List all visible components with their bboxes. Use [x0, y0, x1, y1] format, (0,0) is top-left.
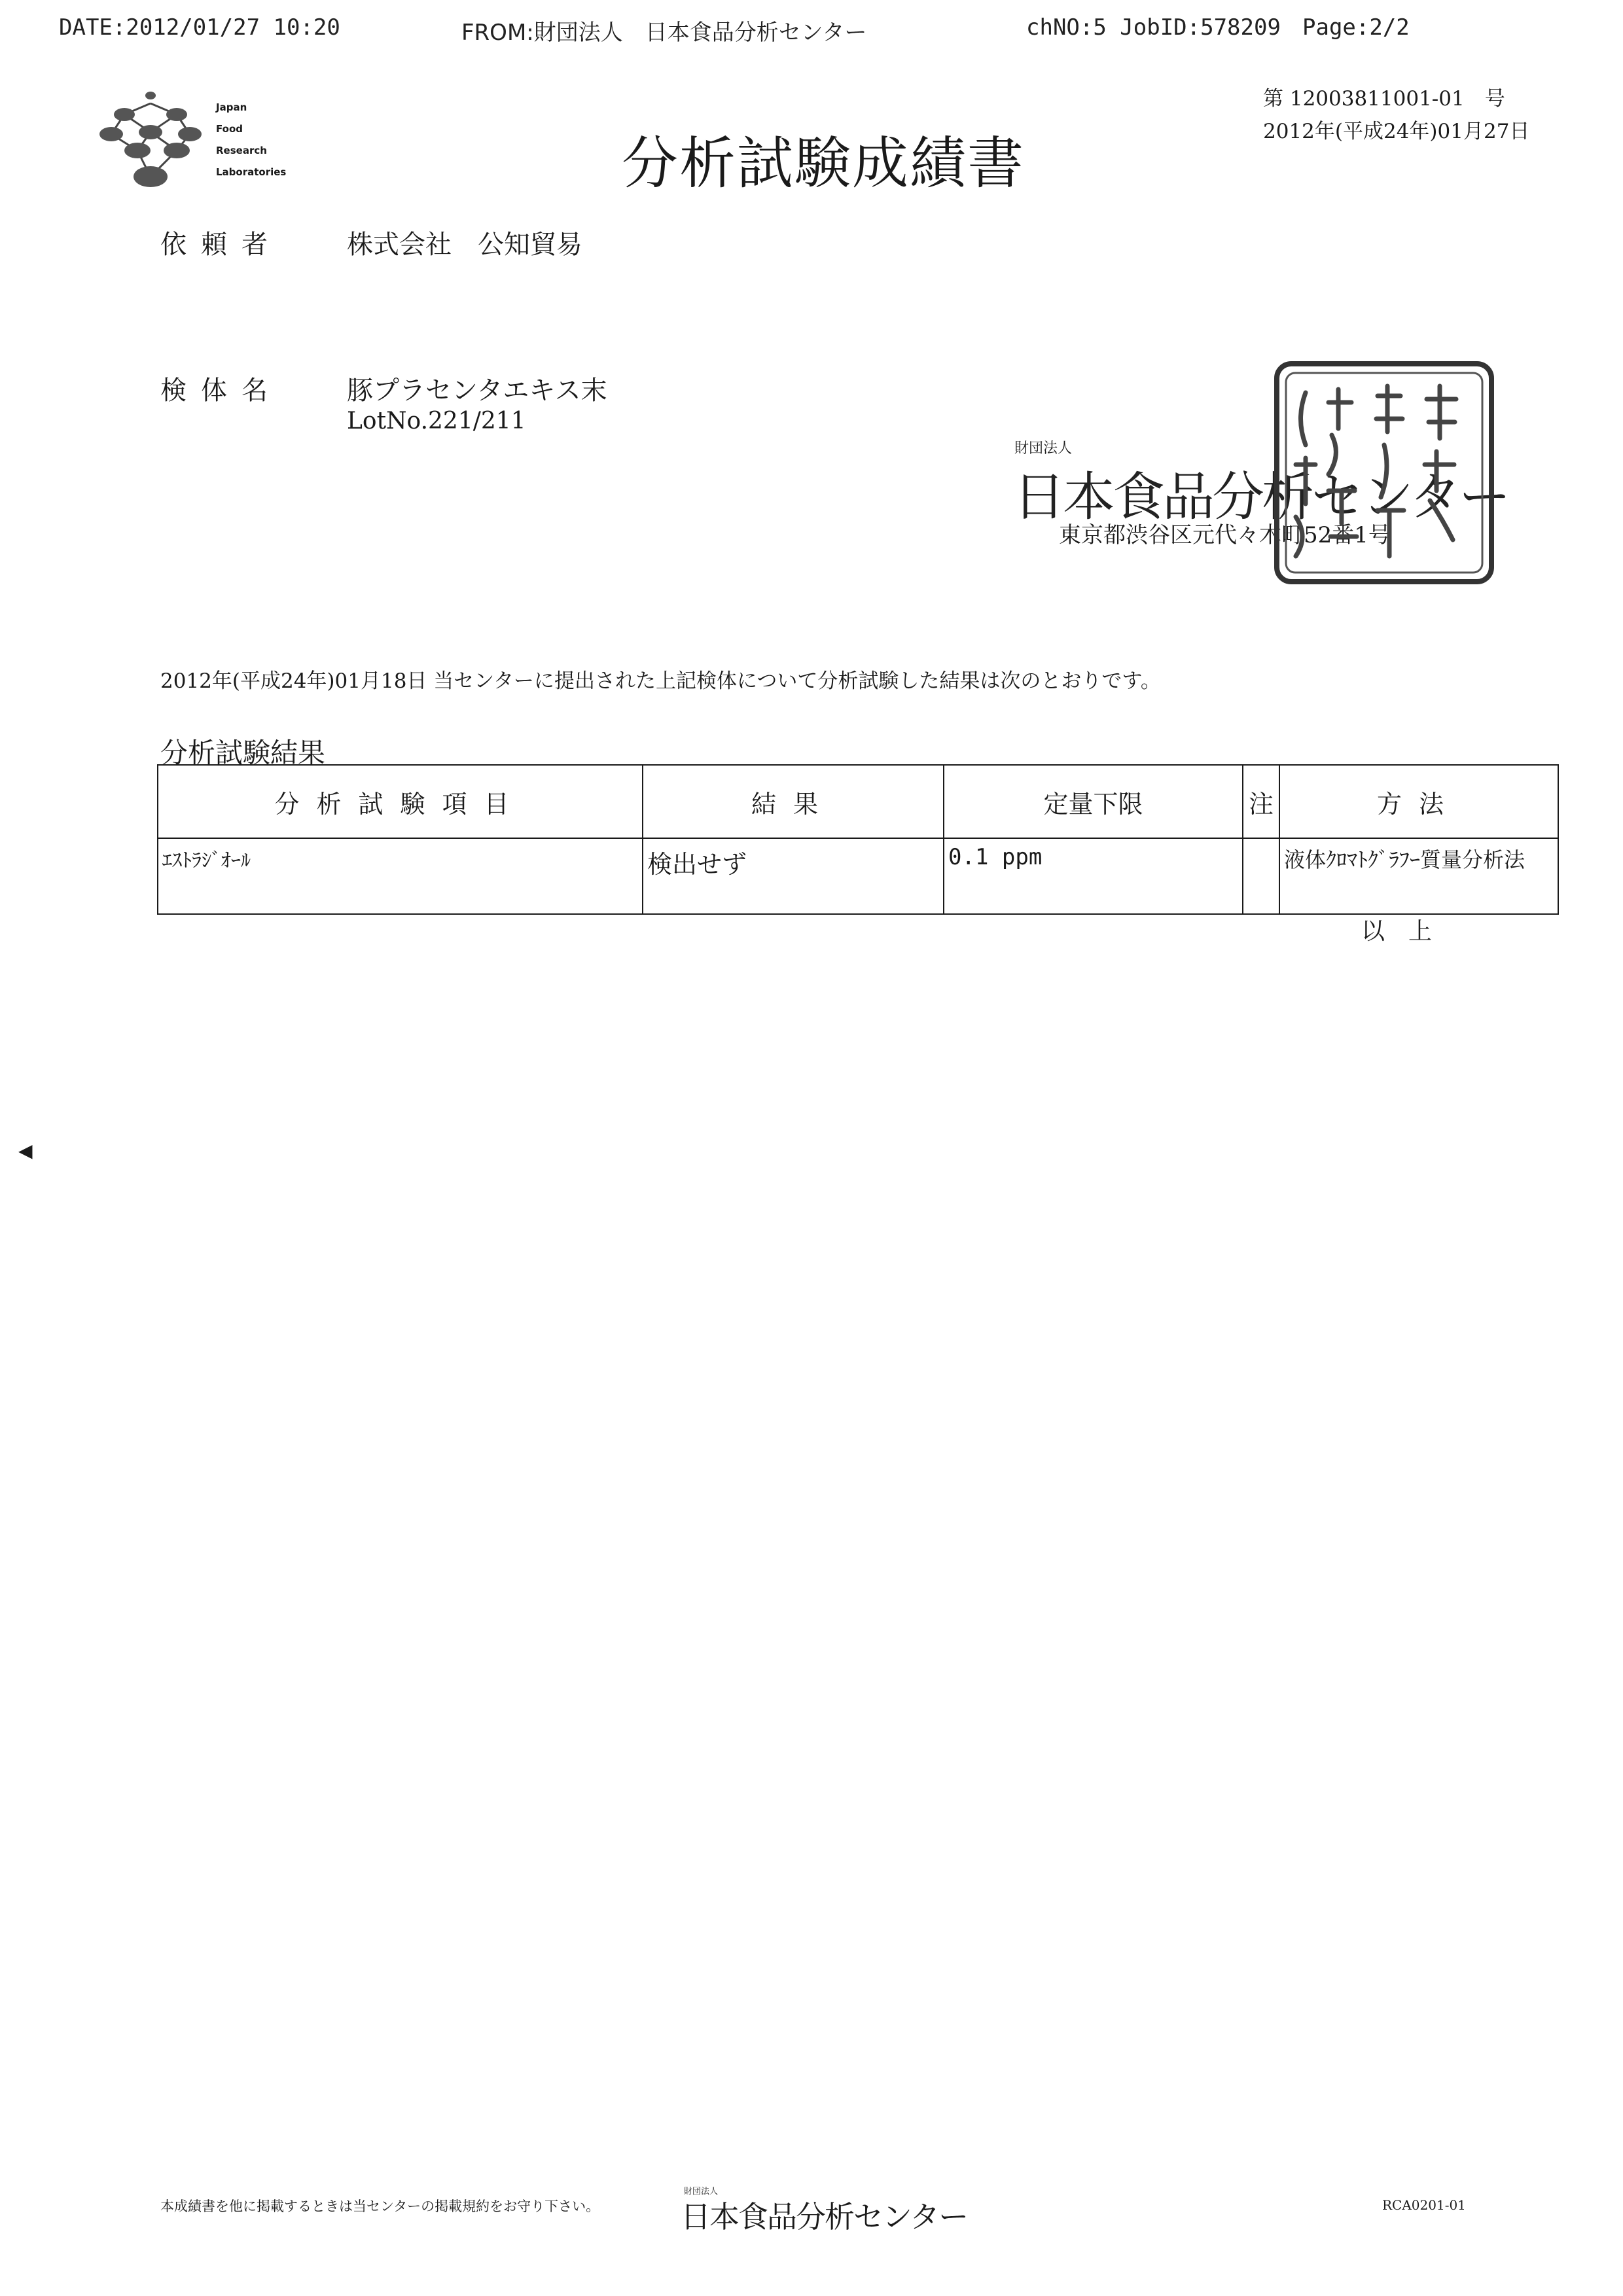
document-title: 分析試験成績書: [622, 131, 1025, 196]
issuer-corp-prefix: 財団法人: [1014, 440, 1073, 457]
col-header-result: 結果: [643, 765, 944, 838]
cell-result: 検出せず: [643, 838, 944, 914]
client-label: 依頼者: [160, 230, 282, 260]
sample-label: 検体名: [160, 376, 282, 406]
cell-limit: 0.1 ppm: [944, 838, 1243, 914]
results-header-row: [158, 765, 1558, 838]
client-name: 株式会社 公知貿易: [347, 230, 582, 260]
footer-notice: 本成績書を他に掲載するときは当センターの掲載規約をお守り下さい。: [160, 2199, 600, 2214]
document-date: 2012年(平成24年)01月27日: [1263, 120, 1530, 143]
logo-text-research: Research: [216, 145, 267, 156]
fax-from: FROM:財団法人 日本食品分析センター: [461, 20, 867, 46]
form-code: RCA0201-01: [1382, 2197, 1466, 2213]
jfrl-molecule-logo: [85, 85, 216, 190]
results-table: [157, 764, 1559, 915]
cell-item: ｴｽﾄﾗｼﾞｵｰﾙ: [158, 838, 643, 914]
cell-note: [1243, 838, 1279, 914]
col-header-item: 分析試験項目: [158, 765, 643, 838]
document-number: 第 12003811001-01 号: [1263, 87, 1505, 111]
issuer-address: 東京都渋谷区元代々木町52番1号: [1059, 522, 1391, 548]
table-row: [158, 838, 1558, 914]
official-seal-stamp: [1273, 360, 1495, 586]
end-mark: 以 上: [1361, 918, 1433, 945]
col-header-note: 注: [1243, 765, 1279, 838]
sample-name: 豚プラセンタエキス末: [347, 376, 607, 406]
cell-method: 液体ｸﾛﾏﾄｸﾞﾗﾌｰ質量分析法: [1279, 838, 1558, 914]
footer-logo-text: 日本食品分析センター: [681, 2199, 968, 2234]
fax-date: DATE:2012/01/27 10:20: [59, 14, 340, 41]
footer-corp-prefix: 財団法人: [684, 2187, 719, 2197]
col-header-limit: 定量下限: [944, 765, 1243, 838]
intro-text: 2012年(平成24年)01月18日 当センターに提出された上記検体について分析試験した結果は次のとおりです。: [160, 669, 1161, 693]
left-triangle-icon: ◀: [18, 1140, 33, 1161]
sample-lot: LotNo.221/211: [347, 408, 526, 434]
logo-text-food: Food: [216, 123, 243, 135]
logo-text-laboratories: Laboratories: [216, 166, 287, 178]
issuer-name: 日本食品分析センター: [1013, 467, 1508, 527]
fax-channel-job: chNO:5 JobID:578209: [1026, 14, 1281, 41]
results-heading: 分析試験結果: [160, 737, 326, 769]
logo-text-japan: Japan: [216, 101, 247, 113]
col-header-method: 方法: [1279, 765, 1558, 838]
fax-page: Page:2/2: [1302, 14, 1410, 41]
